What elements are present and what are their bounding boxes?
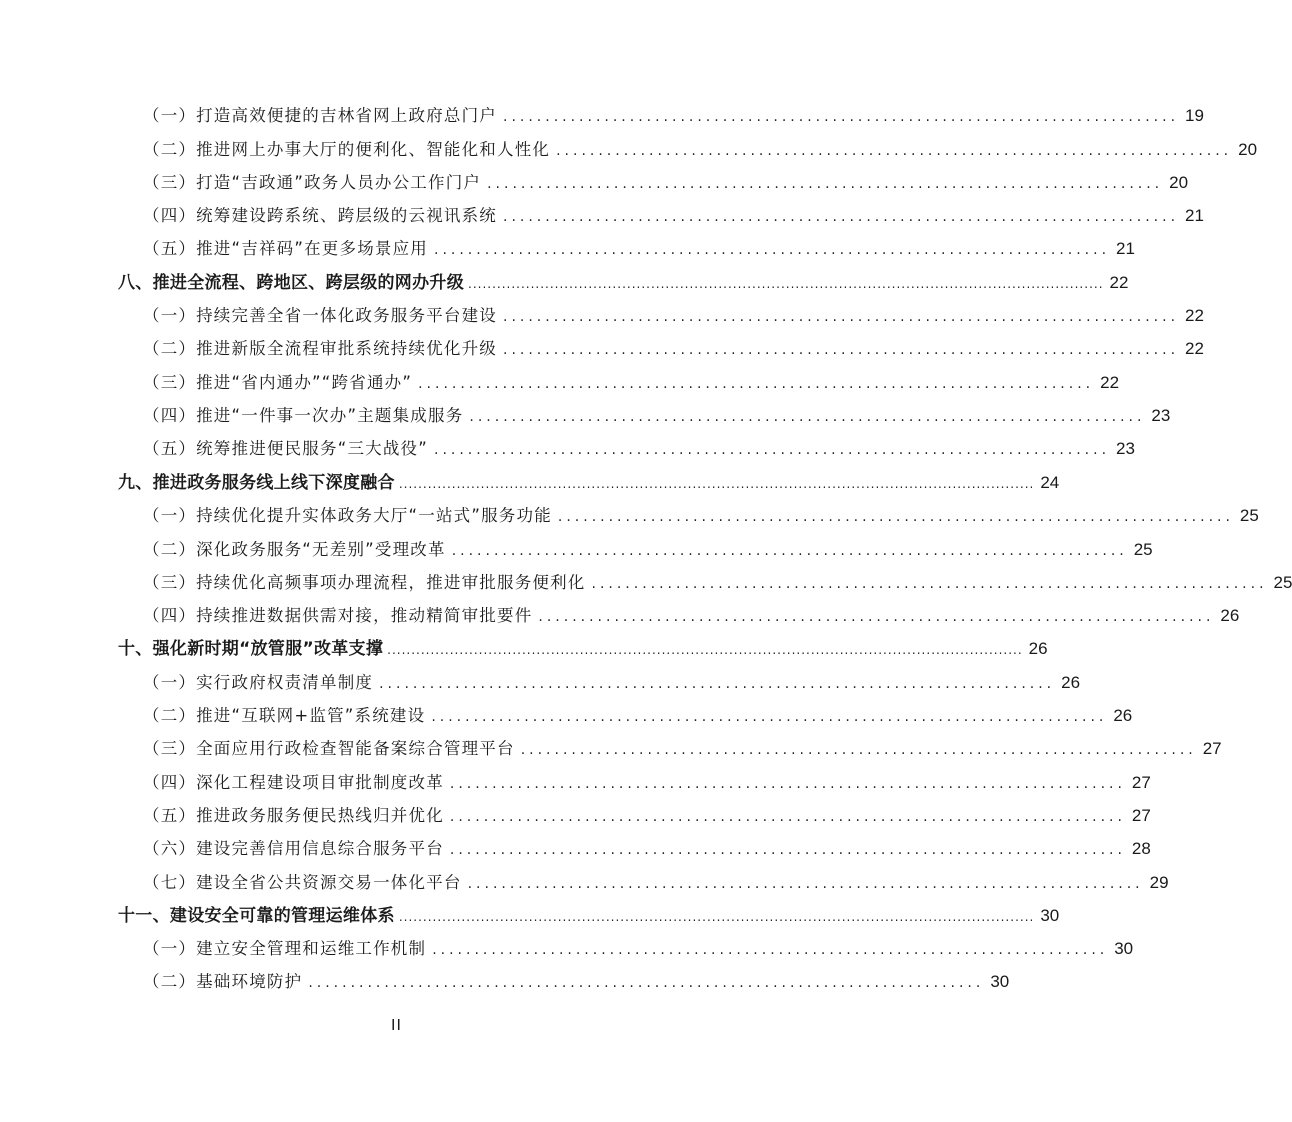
toc-entry-page: 25 — [1239, 506, 1259, 525]
toc-dot-leader: ................................................................................ — [503, 109, 1180, 125]
toc-dot-leader: ................................................................................ — [503, 209, 1180, 225]
toc-entry-title: （三）全面应用行政检查智能备案综合管理平台 — [143, 739, 515, 758]
toc-entry-page: 22 — [1185, 339, 1204, 358]
toc-entry[interactable] — [143, 171, 1189, 195]
toc-dot-leader: ................................................................................ — [449, 842, 1126, 858]
toc-chapter-page: 24 — [1040, 473, 1060, 492]
toc-entry-page: 27 — [1131, 773, 1151, 792]
toc-dot-leader: ................................................................................ — [487, 176, 1164, 192]
toc-entry[interactable] — [143, 704, 1133, 728]
toc-dot-leader: ................................................................................ — [556, 143, 1233, 159]
toc-entry-page: 20 — [1169, 173, 1189, 192]
toc-entry-page: 22 — [1100, 373, 1120, 392]
toc-entry-page: 25 — [1133, 540, 1153, 559]
toc-entry-title: （三）持续优化高频事项办理流程，推进审批服务便利化 — [143, 573, 586, 592]
toc-entry[interactable] — [143, 504, 1259, 528]
toc-dot-leader: ................................................................................ — [451, 543, 1128, 559]
toc-dot-leader: ................................................................................ — [520, 742, 1197, 758]
toc-entry[interactable] — [143, 204, 1204, 228]
toc-dot-leader: ................................................................................ — [503, 342, 1180, 358]
toc-entry-title: （三）推进“省内通办”“跨省通办” — [143, 373, 413, 392]
toc-entry-title: （四）推进“一件事一次办”主题集成服务 — [143, 406, 464, 425]
toc-entry[interactable] — [143, 604, 1240, 628]
toc-dot-leader: .................................................................................................................................... — [398, 910, 1035, 924]
toc-entry-title: （二）推进新版全流程审批系统持续优化升级 — [143, 339, 497, 358]
toc-entry[interactable] — [143, 571, 1292, 595]
toc-entry-title: （二）推进网上办事大厅的便利化、智能化和人性化 — [143, 140, 551, 159]
toc-dot-leader: ................................................................................ — [503, 309, 1180, 325]
toc-entry[interactable] — [143, 671, 1081, 695]
toc-entry[interactable] — [143, 737, 1222, 761]
toc-entry[interactable] — [143, 138, 1258, 162]
toc-entry[interactable] — [143, 237, 1135, 261]
toc-chapter-page: 30 — [1040, 906, 1060, 925]
toc-chapter-page: 26 — [1028, 639, 1048, 658]
toc-entry-title: （四）持续推进数据供需对接，推动精简审批要件 — [143, 606, 533, 625]
toc-entry-title: （四）深化工程建设项目审批制度改革 — [143, 773, 444, 792]
toc-entry-page: 25 — [1273, 573, 1292, 592]
toc-dot-leader: ................................................................................ — [432, 942, 1109, 958]
toc-entry-page: 28 — [1131, 839, 1151, 858]
toc-entry-page: 21 — [1116, 239, 1135, 258]
toc-chapter-title: 十、强化新时期“放管服”改革支撑 — [118, 639, 384, 659]
toc-chapter[interactable] — [118, 271, 1129, 295]
toc-entry-page: 26 — [1061, 673, 1081, 692]
toc-entry-title: （一）持续完善全省一体化政务服务平台建设 — [143, 306, 497, 325]
toc-entry-title: （三）打造“吉政通”政务人员办公工作门户 — [143, 173, 482, 192]
toc-entry-page: 23 — [1116, 439, 1135, 458]
toc-dot-leader: ................................................................................ — [467, 876, 1144, 892]
toc-entry-title: （五）推进“吉祥码”在更多场景应用 — [143, 239, 428, 258]
toc-entry-title: （一）打造高效便捷的吉林省网上政府总门户 — [143, 106, 497, 125]
toc-entry-page: 20 — [1238, 140, 1258, 159]
toc-entry-page: 19 — [1185, 106, 1204, 125]
toc-entry-page: 30 — [1114, 939, 1134, 958]
toc-entry[interactable] — [143, 538, 1153, 562]
page-number: II — [391, 1017, 402, 1034]
toc-dot-leader: ................................................................................ — [557, 509, 1234, 525]
toc-dot-leader: ................................................................................ — [449, 776, 1126, 792]
toc-entry[interactable] — [143, 104, 1204, 128]
toc-dot-leader: ................................................................................ — [591, 576, 1268, 592]
toc-entry-title: （一）持续优化提升实体政务大厅“一站式”服务功能 — [143, 506, 552, 525]
toc-dot-leader: .................................................................................................................................... — [387, 643, 1023, 657]
toc-entry[interactable] — [143, 404, 1171, 428]
toc-entry-title: （二）基础环境防护 — [143, 972, 303, 991]
toc-entry[interactable] — [143, 871, 1169, 895]
toc-entry-title: （二）深化政务服务“无差别”受理改革 — [143, 540, 446, 559]
toc-entry-page: 26 — [1113, 706, 1133, 725]
toc-entry[interactable] — [143, 437, 1135, 461]
toc-dot-leader: ................................................................................ — [379, 676, 1056, 692]
toc-chapter-title: 十一、建设安全可靠的管理运维体系 — [118, 906, 395, 926]
toc-entry-title: （一）建立安全管理和运维工作机制 — [143, 939, 427, 958]
toc-entry[interactable] — [143, 837, 1151, 861]
toc-entry-page: 29 — [1149, 873, 1169, 892]
toc-entry-page: 22 — [1185, 306, 1204, 325]
toc-entry[interactable] — [143, 337, 1204, 361]
toc-dot-leader: ................................................................................ — [469, 409, 1146, 425]
toc-entry-page: 27 — [1202, 739, 1222, 758]
toc-dot-leader: .................................................................................................................................... — [398, 477, 1035, 491]
toc-entry-title: （五）推进政务服务便民热线归并优化 — [143, 806, 444, 825]
toc-chapter-page: 22 — [1109, 273, 1129, 292]
toc-dot-leader: ................................................................................ — [418, 376, 1095, 392]
toc-chapter[interactable] — [118, 637, 1048, 661]
toc-entry-title: （七）建设全省公共资源交易一体化平台 — [143, 873, 462, 892]
toc-entry-title: （一）实行政府权责清单制度 — [143, 673, 374, 692]
toc-entry-title: （五）统筹推进便民服务“三大战役” — [143, 439, 428, 458]
toc-entry[interactable] — [143, 804, 1151, 828]
toc-entry-page: 27 — [1131, 806, 1151, 825]
toc-entry[interactable] — [143, 771, 1151, 795]
toc-dot-leader: ................................................................................ — [431, 709, 1108, 725]
toc-dot-leader: ................................................................................ — [308, 975, 985, 991]
toc-entry[interactable] — [143, 304, 1204, 328]
toc-entry-title: （四）统筹建设跨系统、跨层级的云视讯系统 — [143, 206, 497, 225]
toc-entry-page: 26 — [1220, 606, 1240, 625]
toc-entry-page: 23 — [1151, 406, 1171, 425]
toc-entry-title: （二）推进“互联网+监管”系统建设 — [143, 706, 426, 725]
toc-dot-leader: ................................................................................ — [449, 809, 1126, 825]
toc-entry-page: 21 — [1185, 206, 1204, 225]
toc-entry[interactable] — [143, 970, 1010, 994]
toc-chapter-title: 九、推进政务服务线上线下深度融合 — [118, 473, 395, 493]
toc-chapter[interactable] — [118, 904, 1060, 928]
toc-entry[interactable] — [143, 371, 1120, 395]
toc-dot-leader: ................................................................................ — [538, 609, 1215, 625]
toc-dot-leader: ................................................................................ — [434, 242, 1111, 258]
toc-entry[interactable] — [143, 937, 1134, 961]
toc-dot-leader: ................................................................................ — [434, 442, 1111, 458]
toc-entry-title: （六）建设完善信用信息综合服务平台 — [143, 839, 444, 858]
toc-chapter[interactable] — [118, 471, 1060, 495]
toc-chapter-title: 八、推进全流程、跨地区、跨层级的网办升级 — [118, 273, 464, 293]
toc-entry-page: 30 — [990, 972, 1010, 991]
toc-dot-leader: .................................................................................................................................... — [468, 277, 1104, 291]
